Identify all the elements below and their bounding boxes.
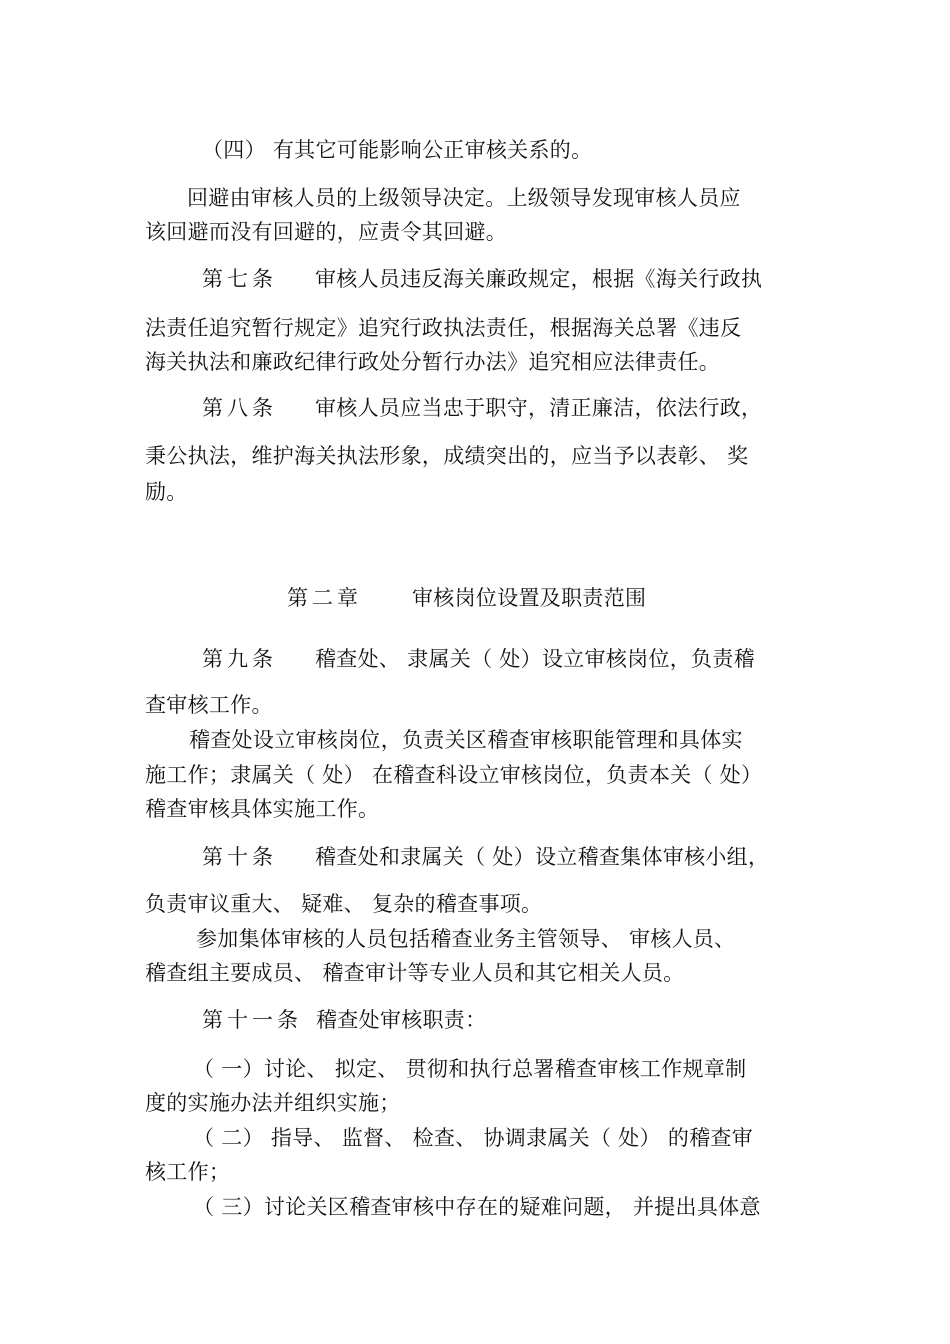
item-4-line: （四） 有其它可能影响公正审核关系的。	[202, 138, 593, 162]
chapter-2-heading	[287, 581, 707, 615]
article-8-heading	[202, 391, 877, 425]
article-8-text: 审核人员应当忠于职守，清正廉洁，依法行政，	[315, 396, 763, 420]
list-item-2-line: （ 二） 指导、 监督、 检查、 协调隶属关（ 处） 的稽查审	[193, 1126, 754, 1150]
article-7-text: 审核人员违反海关廉政规定，根据《海关行政执	[315, 267, 763, 291]
paragraph-line: 核工作；	[145, 1160, 231, 1184]
paragraph-line: 施工作；隶属关（ 处） 在稽查科设立审核岗位，负责本关（ 处）	[145, 763, 763, 787]
article-9-label: 第九条	[202, 647, 277, 671]
paragraph-line: 查审核工作。	[145, 693, 273, 717]
article-7-heading	[202, 262, 877, 296]
paragraph-line: 稽查审核具体实施工作。	[145, 797, 380, 821]
list-item-3-line: （ 三）讨论关区稽查审核中存在的疑难问题， 并提出具体意	[193, 1195, 761, 1219]
article-8-label: 第八条	[202, 396, 277, 420]
article-10-text: 稽查处和隶属关（ 处）设立稽查集体审核小组，	[315, 845, 770, 869]
paragraph-line: 法责任追究暂行规定》追究行政执法责任，根据海关总署《违反	[145, 316, 742, 340]
paragraph-line: 负责审议重大、 疑难、 复杂的稽查事项。	[145, 892, 543, 916]
paragraph-line: 稽查处设立审核岗位，负责关区稽查审核职能管理和具体实	[189, 728, 743, 752]
article-9-text: 稽查处、 隶属关（ 处）设立审核岗位，负责稽	[315, 647, 755, 671]
article-11-heading	[202, 1003, 877, 1037]
paragraph-line: 回避由审核人员的上级领导决定。上级领导发现审核人员应	[187, 186, 741, 210]
paragraph-line: 秉公执法，维护海关执法形象，成绩突出的，应当予以表彰、 奖	[145, 444, 749, 468]
paragraph-line: 该回避而没有回避的，应责令其回避。	[145, 220, 508, 244]
article-9-heading	[202, 642, 877, 676]
paragraph-line: 参加集体审核的人员包括稽查业务主管领导、 审核人员、	[196, 927, 736, 951]
article-7-label: 第七条	[202, 267, 277, 291]
chapter-2-label: 第二章	[287, 586, 362, 610]
paragraph-line: 励。	[145, 480, 188, 504]
article-11-text: 稽查处审核职责：	[316, 1008, 487, 1032]
paragraph-line: 海关执法和廉政纪律行政处分暂行办法》追究相应法律责任。	[145, 350, 721, 374]
article-10-heading	[202, 840, 877, 874]
article-10-label: 第十条	[202, 845, 277, 869]
article-11-label: 第十一条	[202, 1008, 302, 1032]
chapter-2-title: 审核岗位设置及职责范围	[412, 586, 647, 610]
list-item-1-line: （ 一）讨论、 拟定、 贯彻和执行总署稽查审核工作规章制	[193, 1057, 747, 1081]
paragraph-line: 度的实施办法并组织实施；	[145, 1091, 401, 1115]
paragraph-line: 稽查组主要成员、 稽查审计等专业人员和其它相关人员。	[145, 961, 685, 985]
